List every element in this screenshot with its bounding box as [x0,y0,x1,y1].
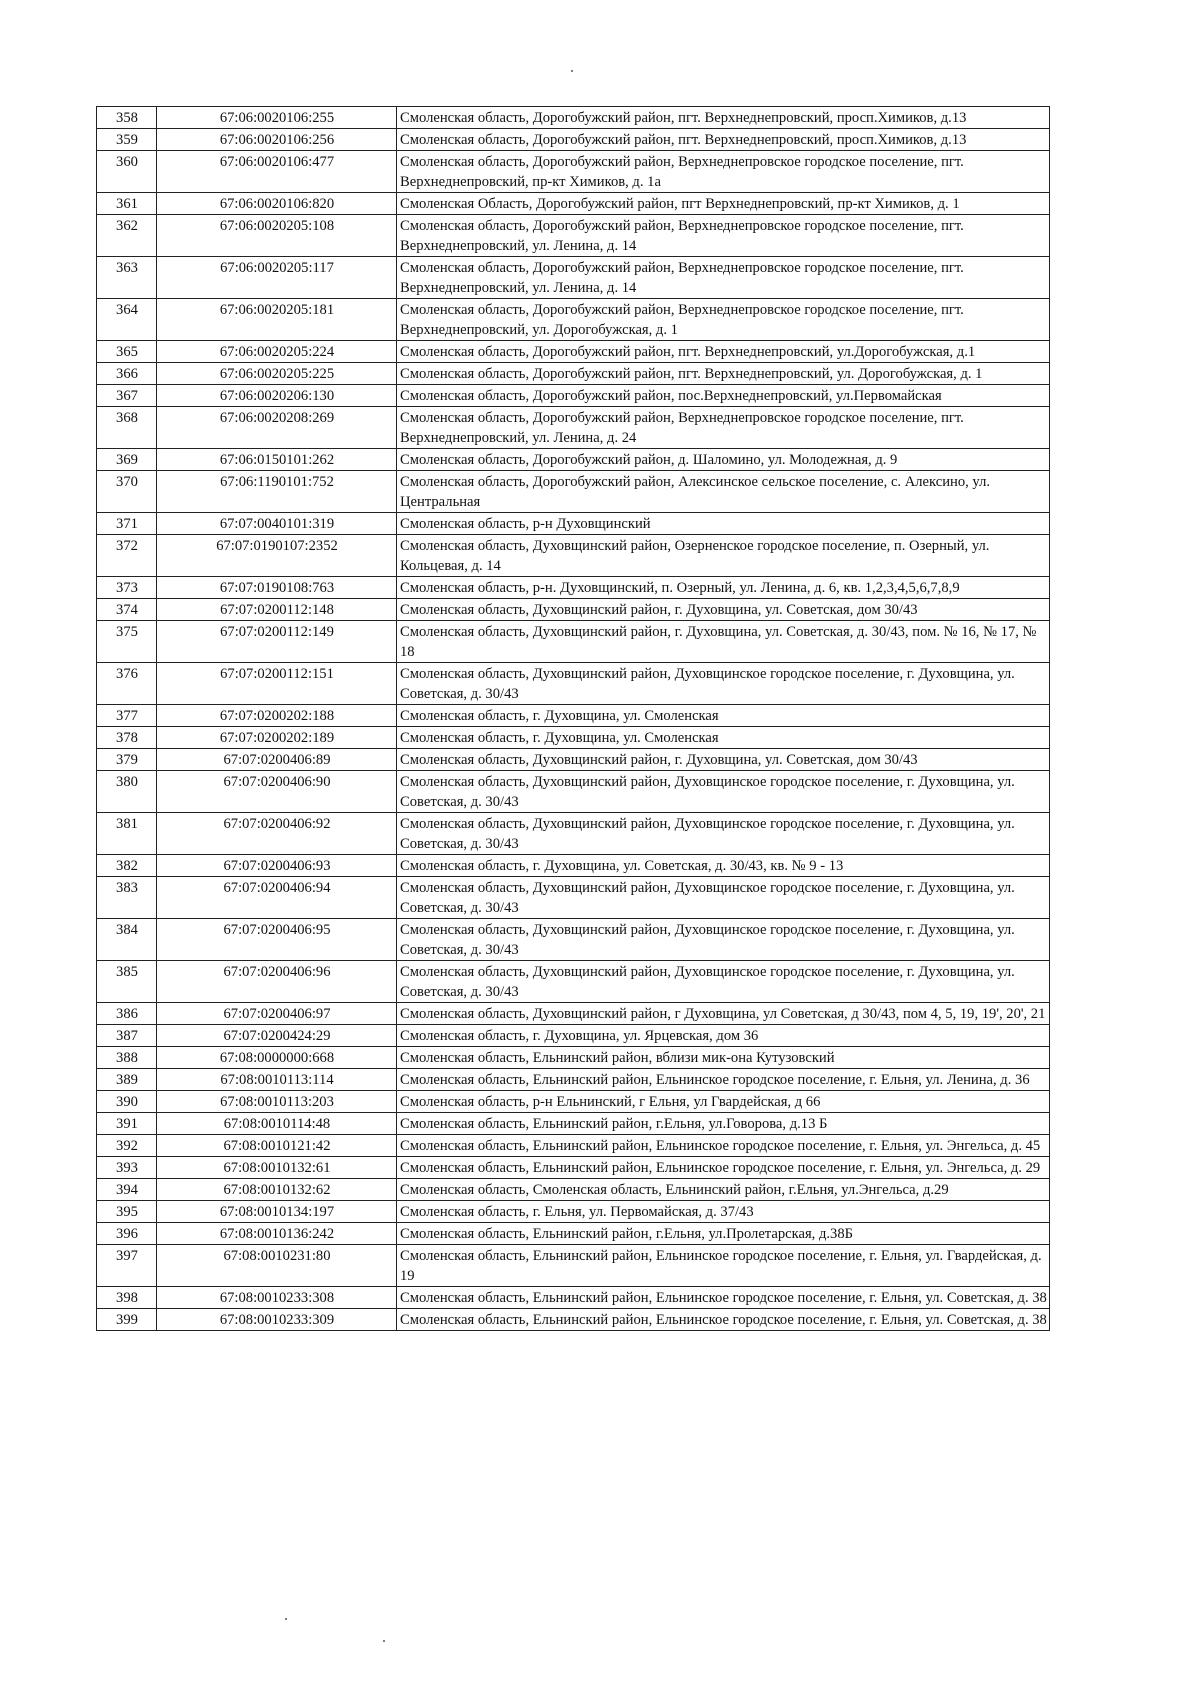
address-cell: Смоленская область, Духовщинский район, Духовщинское городское поселение, г. Духовщина, ул. Советская, д. 30/43 [397,813,1050,855]
row-number-cell: 370 [97,471,157,513]
cadastral-number-cell: 67:08:0010113:114 [157,1069,397,1091]
cadastral-number-cell: 67:06:0020208:269 [157,407,397,449]
cadastral-number-cell: 67:07:0200406:96 [157,961,397,1003]
address-cell: Смоленская область, Дорогобужский район, Верхнеднепровское городское поселение, пгт. Верхнеднепровский, ул. Ленина, д. 14 [397,257,1050,299]
address-cell: Смоленская область, Дорогобужский район, Верхнеднепровское городское поселение, пгт. Верхнеднепровский, ул. Ленина, д. 24 [397,407,1050,449]
row-number-cell: 399 [97,1309,157,1331]
address-cell: Смоленская область, Дорогобужский район, Верхнеднепровское городское поселение, пгт. Верхнеднепровский, ул. Ленина, д. 14 [397,215,1050,257]
address-cell: Смоленская область, р-н. Духовщинский, п. Озерный, ул. Ленина, д. 6, кв. 1,2,3,4,5,6,7,8,9 [397,577,1050,599]
address-cell: Смоленская область, Дорогобужский район, пгт. Верхнеднепровский, ул. Дорогобужская, д. 1 [397,363,1050,385]
address-cell: Смоленская область, Духовщинский район, Духовщинское городское поселение, г. Духовщина, ул. Советская, д. 30/43 [397,877,1050,919]
table-row [97,577,1050,599]
address-cell: Смоленская область, Ельнинский район, Ельнинское городское поселение, г. Ельня, ул. Энгельса, д. 29 [397,1157,1050,1179]
table-row [97,1287,1050,1309]
table-row [97,193,1050,215]
table-row [97,513,1050,535]
row-number-cell: 393 [97,1157,157,1179]
cadastral-number-cell: 67:07:0200202:189 [157,727,397,749]
table-row [97,535,1050,577]
row-number-cell: 376 [97,663,157,705]
table-row [97,1223,1050,1245]
cadastral-number-cell: 67:07:0200406:93 [157,855,397,877]
row-number-cell: 385 [97,961,157,1003]
cadastral-number-cell: 67:07:0200406:94 [157,877,397,919]
cadastral-register-table [96,106,1050,1331]
row-number-cell: 361 [97,193,157,215]
scan-speck [285,1618,287,1620]
row-number-cell: 383 [97,877,157,919]
cadastral-number-cell: 67:08:0010231:80 [157,1245,397,1287]
cadastral-number-cell: 67:07:0190107:2352 [157,535,397,577]
row-number-cell: 389 [97,1069,157,1091]
row-number-cell: 381 [97,813,157,855]
row-number-cell: 372 [97,535,157,577]
row-number-cell: 395 [97,1201,157,1223]
row-number-cell: 380 [97,771,157,813]
row-number-cell: 378 [97,727,157,749]
row-number-cell: 366 [97,363,157,385]
address-cell: Смоленская область, Смоленская область, Ельнинский район, г.Ельня, ул.Энгельса, д.29 [397,1179,1050,1201]
table-row [97,363,1050,385]
cadastral-number-cell: 67:08:0010132:62 [157,1179,397,1201]
cadastral-number-cell: 67:08:0010134:197 [157,1201,397,1223]
row-number-cell: 362 [97,215,157,257]
row-number-cell: 390 [97,1091,157,1113]
cadastral-number-cell: 67:08:0010114:48 [157,1113,397,1135]
row-number-cell: 398 [97,1287,157,1309]
table-row [97,1091,1050,1113]
table-row [97,1157,1050,1179]
table-row [97,1245,1050,1287]
address-cell: Смоленская область, Ельнинский район, вблизи мик-она Кутузовский [397,1047,1050,1069]
row-number-cell: 373 [97,577,157,599]
row-number-cell: 359 [97,129,157,151]
cadastral-number-cell: 67:06:0020205:225 [157,363,397,385]
cadastral-number-cell: 67:06:0150101:262 [157,449,397,471]
address-cell: Смоленская область, Ельнинский район, Ельнинское городское поселение, г. Ельня, ул. Энгельса, д. 45 [397,1135,1050,1157]
row-number-cell: 375 [97,621,157,663]
cadastral-number-cell: 67:07:0200112:151 [157,663,397,705]
cadastral-number-cell: 67:06:0020106:256 [157,129,397,151]
scan-speck [383,1640,385,1642]
row-number-cell: 384 [97,919,157,961]
table-row [97,705,1050,727]
cadastral-number-cell: 67:06:0020205:117 [157,257,397,299]
row-number-cell: 369 [97,449,157,471]
address-cell: Смоленская область, Ельнинский район, г.Ельня, ул.Говорова, д.13 Б [397,1113,1050,1135]
address-cell: Смоленская область, г. Духовщина, ул. Ярцевская, дом 36 [397,1025,1050,1047]
row-number-cell: 365 [97,341,157,363]
row-number-cell: 367 [97,385,157,407]
table-row [97,663,1050,705]
scan-speck [571,70,573,72]
table-row [97,1113,1050,1135]
row-number-cell: 364 [97,299,157,341]
table-row [97,1069,1050,1091]
cadastral-number-cell: 67:07:0200202:188 [157,705,397,727]
table-row [97,299,1050,341]
address-cell: Смоленская область, Духовщинский район, г. Духовщина, ул. Советская, д. 30/43, пом. № 16, № 17, № 18 [397,621,1050,663]
table-row [97,107,1050,129]
address-cell: Смоленская область, Духовщинский район, Духовщинское городское поселение, г. Духовщина, ул. Советская, д. 30/43 [397,919,1050,961]
address-cell: Смоленская область, Духовщинский район, г Духовщина, ул Советская, д 30/43, пом 4, 5, 19, 19', 20', 21 [397,1003,1050,1025]
cadastral-number-cell: 67:08:0010113:203 [157,1091,397,1113]
address-cell: Смоленская область, Дорогобужский район, Верхнеднепровское городское поселение, пгт. Верхнеднепровский, пр-кт Химиков, д. 1а [397,151,1050,193]
row-number-cell: 397 [97,1245,157,1287]
table-row [97,341,1050,363]
address-cell: Смоленская область, Духовщинский район, Духовщинское городское поселение, г. Духовщина, ул. Советская, д. 30/43 [397,771,1050,813]
table-row [97,727,1050,749]
table-row [97,1003,1050,1025]
address-cell: Смоленская область, г. Ельня, ул. Первомайская, д. 37/43 [397,1201,1050,1223]
row-number-cell: 392 [97,1135,157,1157]
cadastral-number-cell: 67:07:0200112:149 [157,621,397,663]
address-cell: Смоленская область, Дорогобужский район, д. Шаломино, ул. Молодежная, д. 9 [397,449,1050,471]
address-cell: Смоленская область, Духовщинский район, Духовщинское городское поселение, г. Духовщина, ул. Советская, д. 30/43 [397,961,1050,1003]
address-cell: Смоленская область, Дорогобужский район, пгт. Верхнеднепровский, ул.Дорогобужская, д.1 [397,341,1050,363]
address-cell: Смоленская область, Духовщинский район, Озерненское городское поселение, п. Озерный, ул. Кольцевая, д. 14 [397,535,1050,577]
cadastral-number-cell: 67:06:0020106:477 [157,151,397,193]
row-number-cell: 363 [97,257,157,299]
cadastral-number-cell: 67:07:0200424:29 [157,1025,397,1047]
address-cell: Смоленская область, р-н Ельнинский, г Ельня, ул Гвардейская, д 66 [397,1091,1050,1113]
address-cell: Смоленская область, г. Духовщина, ул. Смоленская [397,705,1050,727]
row-number-cell: 377 [97,705,157,727]
table-row [97,1025,1050,1047]
table-row [97,257,1050,299]
row-number-cell: 391 [97,1113,157,1135]
table-row [97,813,1050,855]
row-number-cell: 371 [97,513,157,535]
table-row [97,1309,1050,1331]
row-number-cell: 360 [97,151,157,193]
cadastral-number-cell: 67:06:0020205:224 [157,341,397,363]
row-number-cell: 379 [97,749,157,771]
row-number-cell: 388 [97,1047,157,1069]
table-row [97,407,1050,449]
cadastral-number-cell: 67:07:0200112:148 [157,599,397,621]
cadastral-number-cell: 67:08:0010233:309 [157,1309,397,1331]
table-row [97,961,1050,1003]
cadastral-number-cell: 67:06:1190101:752 [157,471,397,513]
cadastral-number-cell: 67:06:0020106:820 [157,193,397,215]
row-number-cell: 358 [97,107,157,129]
address-cell: Смоленская область, г. Духовщина, ул. Смоленская [397,727,1050,749]
table-row [97,151,1050,193]
cadastral-number-cell: 67:07:0200406:95 [157,919,397,961]
address-cell: Смоленская область, Дорогобужский район, Верхнеднепровское городское поселение, пгт. Верхнеднепровский, ул. Дорогобужская, д. 1 [397,299,1050,341]
cadastral-number-cell: 67:08:0010136:242 [157,1223,397,1245]
cadastral-number-cell: 67:07:0190108:763 [157,577,397,599]
row-number-cell: 396 [97,1223,157,1245]
row-number-cell: 386 [97,1003,157,1025]
cadastral-number-cell: 67:06:0020205:108 [157,215,397,257]
row-number-cell: 387 [97,1025,157,1047]
cadastral-number-cell: 67:06:0020205:181 [157,299,397,341]
table-row [97,855,1050,877]
table-row [97,215,1050,257]
cadastral-number-cell: 67:07:0040101:319 [157,513,397,535]
cadastral-number-cell: 67:08:0010121:42 [157,1135,397,1157]
cadastral-number-cell: 67:08:0010132:61 [157,1157,397,1179]
address-cell: Смоленская область, р-н Духовщинский [397,513,1050,535]
table-row [97,449,1050,471]
address-cell: Смоленская область, Духовщинский район, Духовщинское городское поселение, г. Духовщина, ул. Советская, д. 30/43 [397,663,1050,705]
address-cell: Смоленская область, Ельнинский район, Ельнинское городское поселение, г. Ельня, ул. Гвардейская, д. 19 [397,1245,1050,1287]
address-cell: Смоленская Область, Дорогобужский район, пгт Верхнеднепровский, пр-кт Химиков, д. 1 [397,193,1050,215]
table-row [97,1135,1050,1157]
cadastral-number-cell: 67:06:0020206:130 [157,385,397,407]
table-row [97,1201,1050,1223]
table-row [97,621,1050,663]
table-row [97,749,1050,771]
cadastral-number-cell: 67:07:0200406:97 [157,1003,397,1025]
table-row [97,599,1050,621]
address-cell: Смоленская область, Дорогобужский район, пгт. Верхнеднепровский, просп.Химиков, д.13 [397,129,1050,151]
table-row [97,385,1050,407]
table-body [97,107,1050,1331]
cadastral-number-cell: 67:06:0020106:255 [157,107,397,129]
address-cell: Смоленская область, Ельнинский район, г.Ельня, ул.Пролетарская, д.38Б [397,1223,1050,1245]
address-cell: Смоленская область, Духовщинский район, г. Духовщина, ул. Советская, дом 30/43 [397,749,1050,771]
cadastral-number-cell: 67:07:0200406:89 [157,749,397,771]
table-row [97,1179,1050,1201]
table-row [97,1047,1050,1069]
table-row [97,877,1050,919]
row-number-cell: 368 [97,407,157,449]
table-row [97,129,1050,151]
table-row [97,471,1050,513]
table-row [97,919,1050,961]
row-number-cell: 394 [97,1179,157,1201]
cadastral-number-cell: 67:08:0010233:308 [157,1287,397,1309]
cadastral-number-cell: 67:07:0200406:90 [157,771,397,813]
cadastral-number-cell: 67:07:0200406:92 [157,813,397,855]
address-cell: Смоленская область, Ельнинский район, Ельнинское городское поселение, г. Ельня, ул. Ленина, д. 36 [397,1069,1050,1091]
address-cell: Смоленская область, Духовщинский район, г. Духовщина, ул. Советская, дом 30/43 [397,599,1050,621]
address-cell: Смоленская область, Ельнинский район, Ельнинское городское поселение, г. Ельня, ул. Советская, д. 38 [397,1309,1050,1331]
row-number-cell: 382 [97,855,157,877]
row-number-cell: 374 [97,599,157,621]
address-cell: Смоленская область, Ельнинский район, Ельнинское городское поселение, г. Ельня, ул. Советская, д. 38 [397,1287,1050,1309]
address-cell: Смоленская область, Дорогобужский район, пгт. Верхнеднепровский, просп.Химиков, д.13 [397,107,1050,129]
address-cell: Смоленская область, Дорогобужский район, Алексинское сельское поселение, с. Алексино, ул. Центральная [397,471,1050,513]
address-cell: Смоленская область, г. Духовщина, ул. Советская, д. 30/43, кв. № 9 - 13 [397,855,1050,877]
address-cell: Смоленская область, Дорогобужский район, пос.Верхнеднепровский, ул.Первомайская [397,385,1050,407]
table-row [97,771,1050,813]
cadastral-number-cell: 67:08:0000000:668 [157,1047,397,1069]
